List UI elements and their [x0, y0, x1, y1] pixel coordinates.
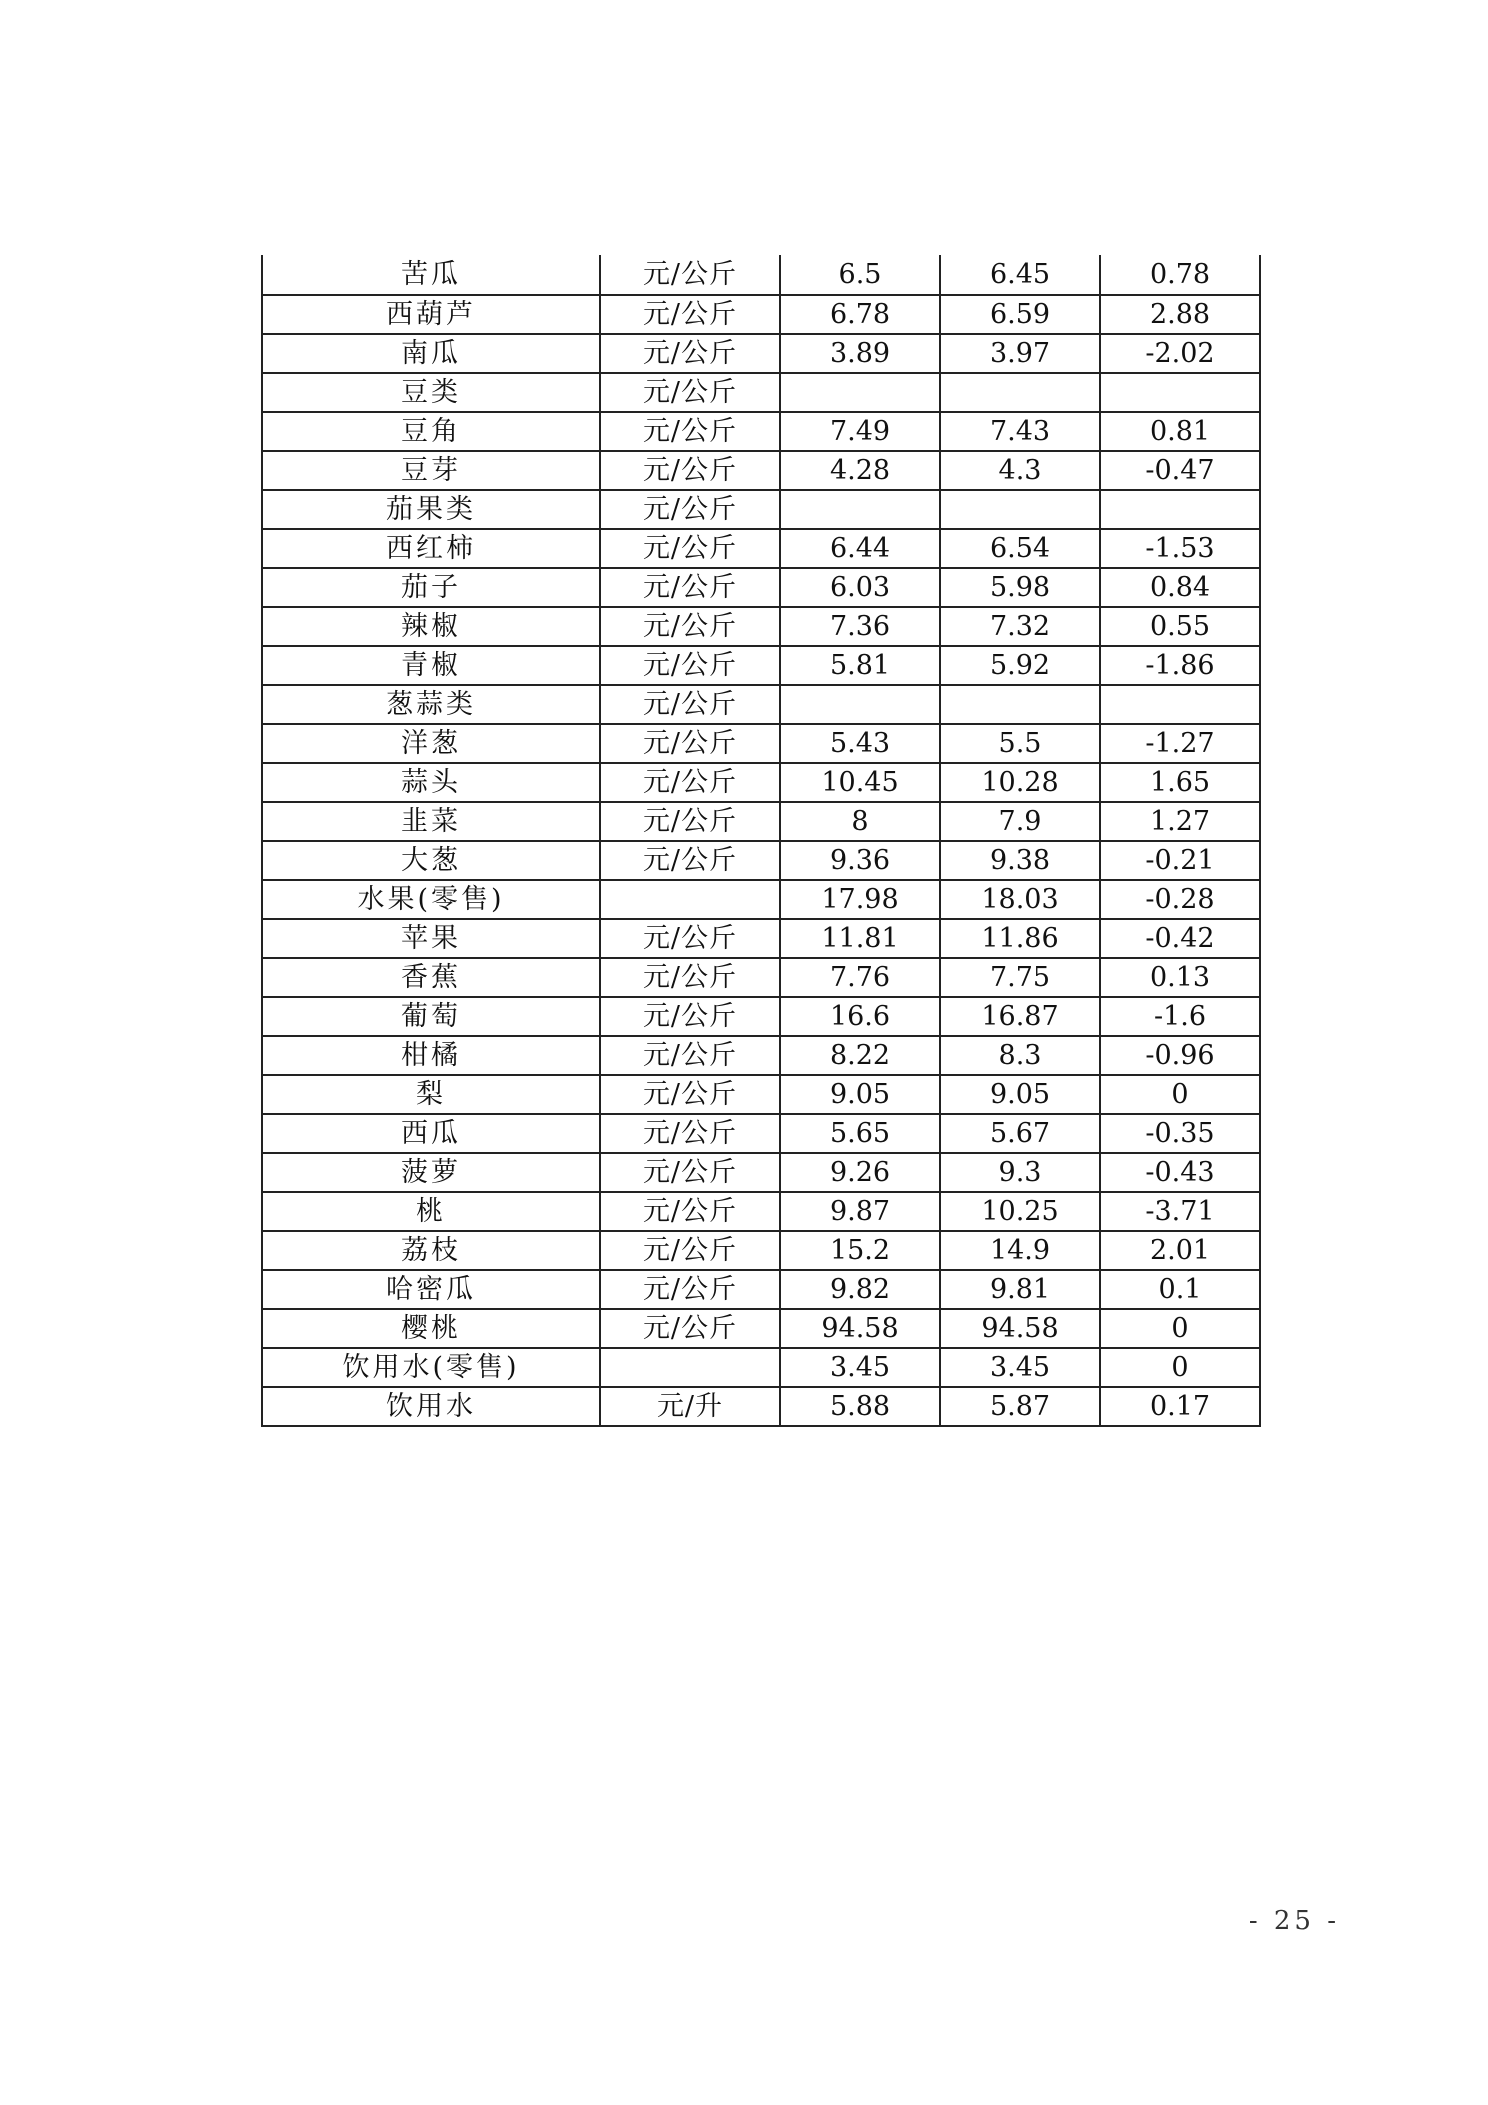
table-row — [262, 490, 1260, 529]
unit-cell: 元/公斤 — [600, 1231, 780, 1270]
change-cell: 0.17 — [1100, 1387, 1260, 1426]
item-name-cell: 辣椒 — [262, 607, 600, 646]
table-row — [262, 1309, 1260, 1348]
value-cell-2: 18.03 — [940, 880, 1100, 919]
unit-cell: 元/公斤 — [600, 997, 780, 1036]
value-cell-2: 9.05 — [940, 1075, 1100, 1114]
change-cell: -1.27 — [1100, 724, 1260, 763]
item-name-cell: 饮用水(零售) — [262, 1348, 600, 1387]
change-cell: 1.65 — [1100, 763, 1260, 802]
table-row — [262, 255, 1260, 295]
value-cell-2: 14.9 — [940, 1231, 1100, 1270]
value-cell-2: 6.45 — [940, 255, 1100, 295]
price-table — [261, 255, 1261, 1427]
value-cell-1: 9.05 — [780, 1075, 940, 1114]
item-name-cell: 香蕉 — [262, 958, 600, 997]
value-cell-2: 9.38 — [940, 841, 1100, 880]
table-row — [262, 1348, 1260, 1387]
item-name-cell: 葡萄 — [262, 997, 600, 1036]
item-name-cell: 茄果类 — [262, 490, 600, 529]
unit-cell: 元/公斤 — [600, 412, 780, 451]
value-cell-1: 16.6 — [780, 997, 940, 1036]
table-row — [262, 1387, 1260, 1426]
change-cell: 2.88 — [1100, 295, 1260, 334]
value-cell-1: 17.98 — [780, 880, 940, 919]
value-cell-1: 3.89 — [780, 334, 940, 373]
item-name-cell: 苹果 — [262, 919, 600, 958]
unit-cell: 元/公斤 — [600, 490, 780, 529]
unit-cell: 元/公斤 — [600, 255, 780, 295]
change-cell: -1.86 — [1100, 646, 1260, 685]
value-cell-1: 5.88 — [780, 1387, 940, 1426]
table-row — [262, 373, 1260, 412]
change-cell — [1100, 490, 1260, 529]
item-name-cell: 苦瓜 — [262, 255, 600, 295]
value-cell-2: 5.87 — [940, 1387, 1100, 1426]
item-name-cell: 茄子 — [262, 568, 600, 607]
unit-cell: 元/公斤 — [600, 451, 780, 490]
value-cell-1: 7.49 — [780, 412, 940, 451]
table-row — [262, 1036, 1260, 1075]
value-cell-2: 6.54 — [940, 529, 1100, 568]
table-row — [262, 529, 1260, 568]
table-row — [262, 841, 1260, 880]
change-cell: 1.27 — [1100, 802, 1260, 841]
value-cell-1: 3.45 — [780, 1348, 940, 1387]
page-number: - 25 - — [1248, 1906, 1340, 1936]
table-row — [262, 1231, 1260, 1270]
value-cell-2: 16.87 — [940, 997, 1100, 1036]
table-row — [262, 1153, 1260, 1192]
value-cell-2: 7.9 — [940, 802, 1100, 841]
value-cell-2: 7.43 — [940, 412, 1100, 451]
unit-cell: 元/升 — [600, 1387, 780, 1426]
item-name-cell: 大葱 — [262, 841, 600, 880]
value-cell-2: 9.81 — [940, 1270, 1100, 1309]
value-cell-1: 9.26 — [780, 1153, 940, 1192]
value-cell-2: 10.28 — [940, 763, 1100, 802]
value-cell-2: 10.25 — [940, 1192, 1100, 1231]
value-cell-1 — [780, 685, 940, 724]
table-row — [262, 919, 1260, 958]
value-cell-1: 8 — [780, 802, 940, 841]
unit-cell: 元/公斤 — [600, 1075, 780, 1114]
change-cell: 0 — [1100, 1348, 1260, 1387]
item-name-cell: 豆角 — [262, 412, 600, 451]
unit-cell: 元/公斤 — [600, 1192, 780, 1231]
unit-cell: 元/公斤 — [600, 646, 780, 685]
unit-cell: 元/公斤 — [600, 373, 780, 412]
change-cell: -0.28 — [1100, 880, 1260, 919]
value-cell-2: 8.3 — [940, 1036, 1100, 1075]
value-cell-2: 4.3 — [940, 451, 1100, 490]
unit-cell: 元/公斤 — [600, 685, 780, 724]
change-cell: -2.02 — [1100, 334, 1260, 373]
value-cell-1: 4.28 — [780, 451, 940, 490]
value-cell-1: 6.03 — [780, 568, 940, 607]
table-row — [262, 997, 1260, 1036]
item-name-cell: 韭菜 — [262, 802, 600, 841]
change-cell: 0.84 — [1100, 568, 1260, 607]
unit-cell: 元/公斤 — [600, 724, 780, 763]
item-name-cell: 豆类 — [262, 373, 600, 412]
value-cell-1: 7.36 — [780, 607, 940, 646]
change-cell: -1.53 — [1100, 529, 1260, 568]
change-cell: 0 — [1100, 1075, 1260, 1114]
value-cell-2: 5.98 — [940, 568, 1100, 607]
unit-cell: 元/公斤 — [600, 1036, 780, 1075]
table-row — [262, 1075, 1260, 1114]
unit-cell: 元/公斤 — [600, 1153, 780, 1192]
change-cell: -0.96 — [1100, 1036, 1260, 1075]
value-cell-1: 11.81 — [780, 919, 940, 958]
value-cell-2 — [940, 685, 1100, 724]
item-name-cell: 洋葱 — [262, 724, 600, 763]
unit-cell: 元/公斤 — [600, 958, 780, 997]
item-name-cell: 菠萝 — [262, 1153, 600, 1192]
value-cell-1: 9.87 — [780, 1192, 940, 1231]
change-cell: 0.55 — [1100, 607, 1260, 646]
change-cell — [1100, 685, 1260, 724]
table-row — [262, 295, 1260, 334]
unit-cell: 元/公斤 — [600, 607, 780, 646]
value-cell-2: 7.32 — [940, 607, 1100, 646]
value-cell-1 — [780, 373, 940, 412]
value-cell-1: 8.22 — [780, 1036, 940, 1075]
unit-cell: 元/公斤 — [600, 1114, 780, 1153]
change-cell: -1.6 — [1100, 997, 1260, 1036]
unit-cell: 元/公斤 — [600, 1270, 780, 1309]
item-name-cell: 水果(零售) — [262, 880, 600, 919]
value-cell-2: 11.86 — [940, 919, 1100, 958]
item-name-cell: 豆芽 — [262, 451, 600, 490]
table-row — [262, 607, 1260, 646]
table-row — [262, 568, 1260, 607]
change-cell: -0.47 — [1100, 451, 1260, 490]
change-cell: -0.21 — [1100, 841, 1260, 880]
item-name-cell: 饮用水 — [262, 1387, 600, 1426]
table-row — [262, 763, 1260, 802]
value-cell-2: 5.5 — [940, 724, 1100, 763]
value-cell-1: 6.44 — [780, 529, 940, 568]
change-cell: -3.71 — [1100, 1192, 1260, 1231]
item-name-cell: 桃 — [262, 1192, 600, 1231]
value-cell-1: 5.81 — [780, 646, 940, 685]
unit-cell: 元/公斤 — [600, 919, 780, 958]
value-cell-1: 15.2 — [780, 1231, 940, 1270]
value-cell-1: 6.78 — [780, 295, 940, 334]
value-cell-2: 3.45 — [940, 1348, 1100, 1387]
price-table-body — [262, 255, 1260, 1426]
change-cell: -0.43 — [1100, 1153, 1260, 1192]
table-row — [262, 1270, 1260, 1309]
value-cell-1: 6.5 — [780, 255, 940, 295]
table-row — [262, 334, 1260, 373]
table-row — [262, 646, 1260, 685]
change-cell: 0.81 — [1100, 412, 1260, 451]
table-row — [262, 880, 1260, 919]
value-cell-2: 6.59 — [940, 295, 1100, 334]
value-cell-2: 7.75 — [940, 958, 1100, 997]
unit-cell: 元/公斤 — [600, 529, 780, 568]
value-cell-2: 5.67 — [940, 1114, 1100, 1153]
item-name-cell: 柑橘 — [262, 1036, 600, 1075]
item-name-cell: 蒜头 — [262, 763, 600, 802]
value-cell-2: 3.97 — [940, 334, 1100, 373]
item-name-cell: 樱桃 — [262, 1309, 600, 1348]
value-cell-1 — [780, 490, 940, 529]
item-name-cell: 梨 — [262, 1075, 600, 1114]
item-name-cell: 西红柿 — [262, 529, 600, 568]
value-cell-2 — [940, 373, 1100, 412]
value-cell-1: 10.45 — [780, 763, 940, 802]
value-cell-2 — [940, 490, 1100, 529]
table-row — [262, 685, 1260, 724]
value-cell-1: 94.58 — [780, 1309, 940, 1348]
unit-cell: 元/公斤 — [600, 841, 780, 880]
unit-cell: 元/公斤 — [600, 1309, 780, 1348]
value-cell-2: 94.58 — [940, 1309, 1100, 1348]
item-name-cell: 哈密瓜 — [262, 1270, 600, 1309]
change-cell: 0.13 — [1100, 958, 1260, 997]
value-cell-1: 5.65 — [780, 1114, 940, 1153]
value-cell-2: 9.3 — [940, 1153, 1100, 1192]
table-row — [262, 1192, 1260, 1231]
change-cell: 0 — [1100, 1309, 1260, 1348]
item-name-cell: 青椒 — [262, 646, 600, 685]
change-cell: 2.01 — [1100, 1231, 1260, 1270]
item-name-cell: 南瓜 — [262, 334, 600, 373]
item-name-cell: 西葫芦 — [262, 295, 600, 334]
change-cell: -0.35 — [1100, 1114, 1260, 1153]
value-cell-2: 5.92 — [940, 646, 1100, 685]
table-row — [262, 802, 1260, 841]
unit-cell: 元/公斤 — [600, 802, 780, 841]
unit-cell — [600, 880, 780, 919]
change-cell: -0.42 — [1100, 919, 1260, 958]
table-row — [262, 451, 1260, 490]
table-row — [262, 958, 1260, 997]
item-name-cell: 荔枝 — [262, 1231, 600, 1270]
change-cell: 0.1 — [1100, 1270, 1260, 1309]
unit-cell: 元/公斤 — [600, 763, 780, 802]
item-name-cell: 西瓜 — [262, 1114, 600, 1153]
unit-cell: 元/公斤 — [600, 334, 780, 373]
value-cell-1: 9.36 — [780, 841, 940, 880]
table-row — [262, 1114, 1260, 1153]
change-cell: 0.78 — [1100, 255, 1260, 295]
value-cell-1: 7.76 — [780, 958, 940, 997]
value-cell-1: 5.43 — [780, 724, 940, 763]
table-row — [262, 724, 1260, 763]
change-cell — [1100, 373, 1260, 412]
unit-cell: 元/公斤 — [600, 568, 780, 607]
item-name-cell: 葱蒜类 — [262, 685, 600, 724]
unit-cell: 元/公斤 — [600, 295, 780, 334]
value-cell-1: 9.82 — [780, 1270, 940, 1309]
table-row — [262, 412, 1260, 451]
unit-cell — [600, 1348, 780, 1387]
